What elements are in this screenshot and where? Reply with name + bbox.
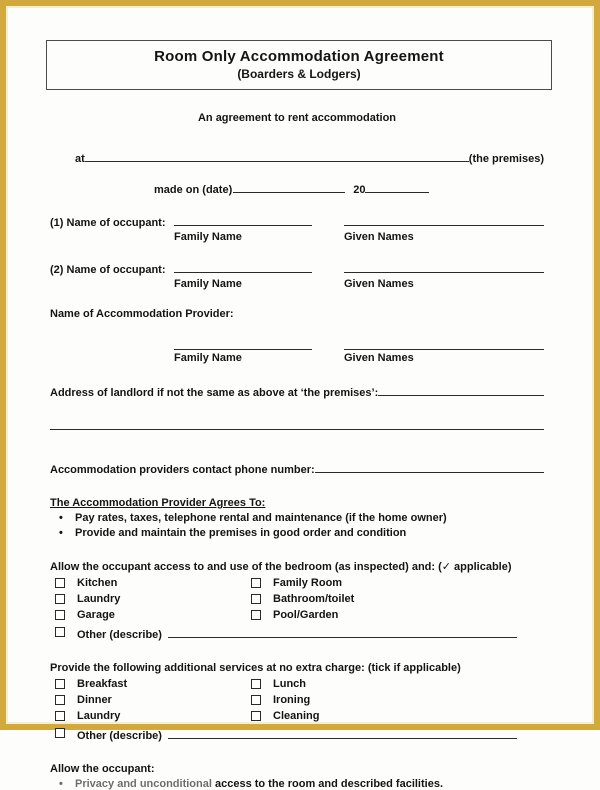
bullet-text: Provide and maintain the premises in good order and condition xyxy=(75,527,407,539)
provider-given-names-field[interactable] xyxy=(344,337,544,350)
year-prefix-label: 20 xyxy=(353,184,366,196)
premises-suffix-label: (the premises) xyxy=(468,153,544,165)
landlord-address-label: Address of landlord if not the same as above at ‘the premises’: xyxy=(50,387,379,399)
ironing-checkbox[interactable] xyxy=(251,695,261,705)
family-name-caption: Family Name xyxy=(174,278,242,290)
landlord-address-field[interactable] xyxy=(378,383,544,396)
occupant2-row xyxy=(50,260,544,276)
phone-label: Accommodation providers contact phone number: xyxy=(50,464,315,476)
bedroom-access-heading: Allow the occupant access to and use of the bedroom (as inspected) and: (✓ applicable) xyxy=(50,561,512,573)
bullet-text: Pay rates, taxes, telephone rental and maintenance (if the home owner) xyxy=(75,512,447,524)
kitchen-checkbox[interactable] xyxy=(55,578,65,588)
provider-label: Name of Accommodation Provider: xyxy=(50,308,234,320)
family-name-caption: Family Name xyxy=(174,231,242,243)
checkbox-label: Laundry xyxy=(77,593,121,605)
bullet-icon: • xyxy=(59,527,63,539)
occupant1-label: (1) Name of occupant: xyxy=(50,217,166,229)
checkbox-label: Laundry xyxy=(77,710,121,722)
bullet-icon: • xyxy=(59,512,63,524)
services-other-describe-field[interactable] xyxy=(168,726,517,739)
title-box xyxy=(46,40,552,90)
given-names-caption: Given Names xyxy=(344,231,414,243)
given-names-caption: Given Names xyxy=(344,352,414,364)
given-names-caption: Given Names xyxy=(344,278,414,290)
bullet-text-faded: Privacy and unconditional xyxy=(75,778,212,790)
phone-number-field[interactable] xyxy=(315,460,544,473)
premises-prefix-label: at xyxy=(75,153,85,165)
services-other-checkbox[interactable] xyxy=(55,728,65,738)
laundry-service-checkbox[interactable] xyxy=(55,711,65,721)
checkbox-label: Breakfast xyxy=(77,678,128,690)
occupant-allow-bullet xyxy=(50,778,544,790)
bedroom-other-row xyxy=(50,625,544,641)
premises-field[interactable] xyxy=(85,149,469,162)
intro-line: An agreement to rent accommodation xyxy=(197,112,397,124)
date-row xyxy=(50,180,544,196)
occupant2-given-names-field[interactable] xyxy=(344,260,544,273)
provider-family-name-field[interactable] xyxy=(174,337,312,350)
occupant2-label: (2) Name of occupant: xyxy=(50,264,166,276)
checkbox-label: Pool/Garden xyxy=(273,609,339,621)
agreement-page xyxy=(6,6,594,790)
occupant1-row xyxy=(50,213,544,229)
bullet-text-rest: access to the room and described facilities. xyxy=(211,778,444,790)
family-room-checkbox[interactable] xyxy=(251,578,261,588)
occupant1-family-name-field[interactable] xyxy=(174,213,312,226)
other-describe-label: Other (describe) xyxy=(77,730,162,742)
provider-agrees-bullet-2 xyxy=(50,527,544,539)
premises-row xyxy=(50,149,544,165)
provider-name-row xyxy=(50,337,544,350)
breakfast-checkbox[interactable] xyxy=(55,679,65,689)
family-name-caption: Family Name xyxy=(174,352,242,364)
date-field[interactable] xyxy=(233,180,345,193)
checkbox-label: Garage xyxy=(77,609,115,621)
occupant-allow-heading: Allow the occupant: xyxy=(50,763,155,775)
bedroom-other-describe-field[interactable] xyxy=(168,625,517,638)
checkbox-label: Lunch xyxy=(273,678,306,690)
services-heading: Provide the following additional services at no extra charge: (tick if applicable) xyxy=(50,662,461,674)
other-describe-label: Other (describe) xyxy=(77,629,162,641)
occupant1-given-names-field[interactable] xyxy=(344,213,544,226)
year-field[interactable] xyxy=(365,180,429,193)
provider-agrees-heading: The Accommodation Provider Agrees To: xyxy=(50,497,266,509)
landlord-address-field-line2[interactable] xyxy=(50,428,544,430)
cleaning-checkbox[interactable] xyxy=(251,711,261,721)
phone-row xyxy=(50,460,544,476)
checkbox-label: Kitchen xyxy=(77,577,118,589)
bullet-icon: • xyxy=(59,778,63,790)
landlord-address-row xyxy=(50,383,544,399)
checkbox-label: Family Room xyxy=(273,577,343,589)
date-prefix-label: made on (date) xyxy=(154,184,233,196)
checkbox-label: Ironing xyxy=(273,694,311,706)
bullet-text xyxy=(75,778,443,790)
occupant1-captions xyxy=(50,231,544,243)
occupant2-family-name-field[interactable] xyxy=(174,260,312,273)
provider-captions xyxy=(50,352,544,364)
services-grid xyxy=(50,678,544,722)
pool-garden-checkbox[interactable] xyxy=(251,610,261,620)
checkbox-label: Cleaning xyxy=(273,710,320,722)
dinner-checkbox[interactable] xyxy=(55,695,65,705)
bedroom-access-grid xyxy=(50,577,544,621)
lunch-checkbox[interactable] xyxy=(251,679,261,689)
provider-agrees-bullet-1 xyxy=(50,512,544,524)
checkbox-label: Bathroom/toilet xyxy=(273,593,355,605)
services-other-row xyxy=(50,726,544,742)
occupant2-captions xyxy=(50,278,544,290)
page-title: Room Only Accommodation Agreement xyxy=(154,48,444,65)
garage-checkbox[interactable] xyxy=(55,610,65,620)
checkbox-label: Dinner xyxy=(77,694,112,706)
laundry-checkbox[interactable] xyxy=(55,594,65,604)
page-subtitle: (Boarders & Lodgers) xyxy=(237,67,361,81)
bathroom-toilet-checkbox[interactable] xyxy=(251,594,261,604)
bedroom-other-checkbox[interactable] xyxy=(55,627,65,637)
